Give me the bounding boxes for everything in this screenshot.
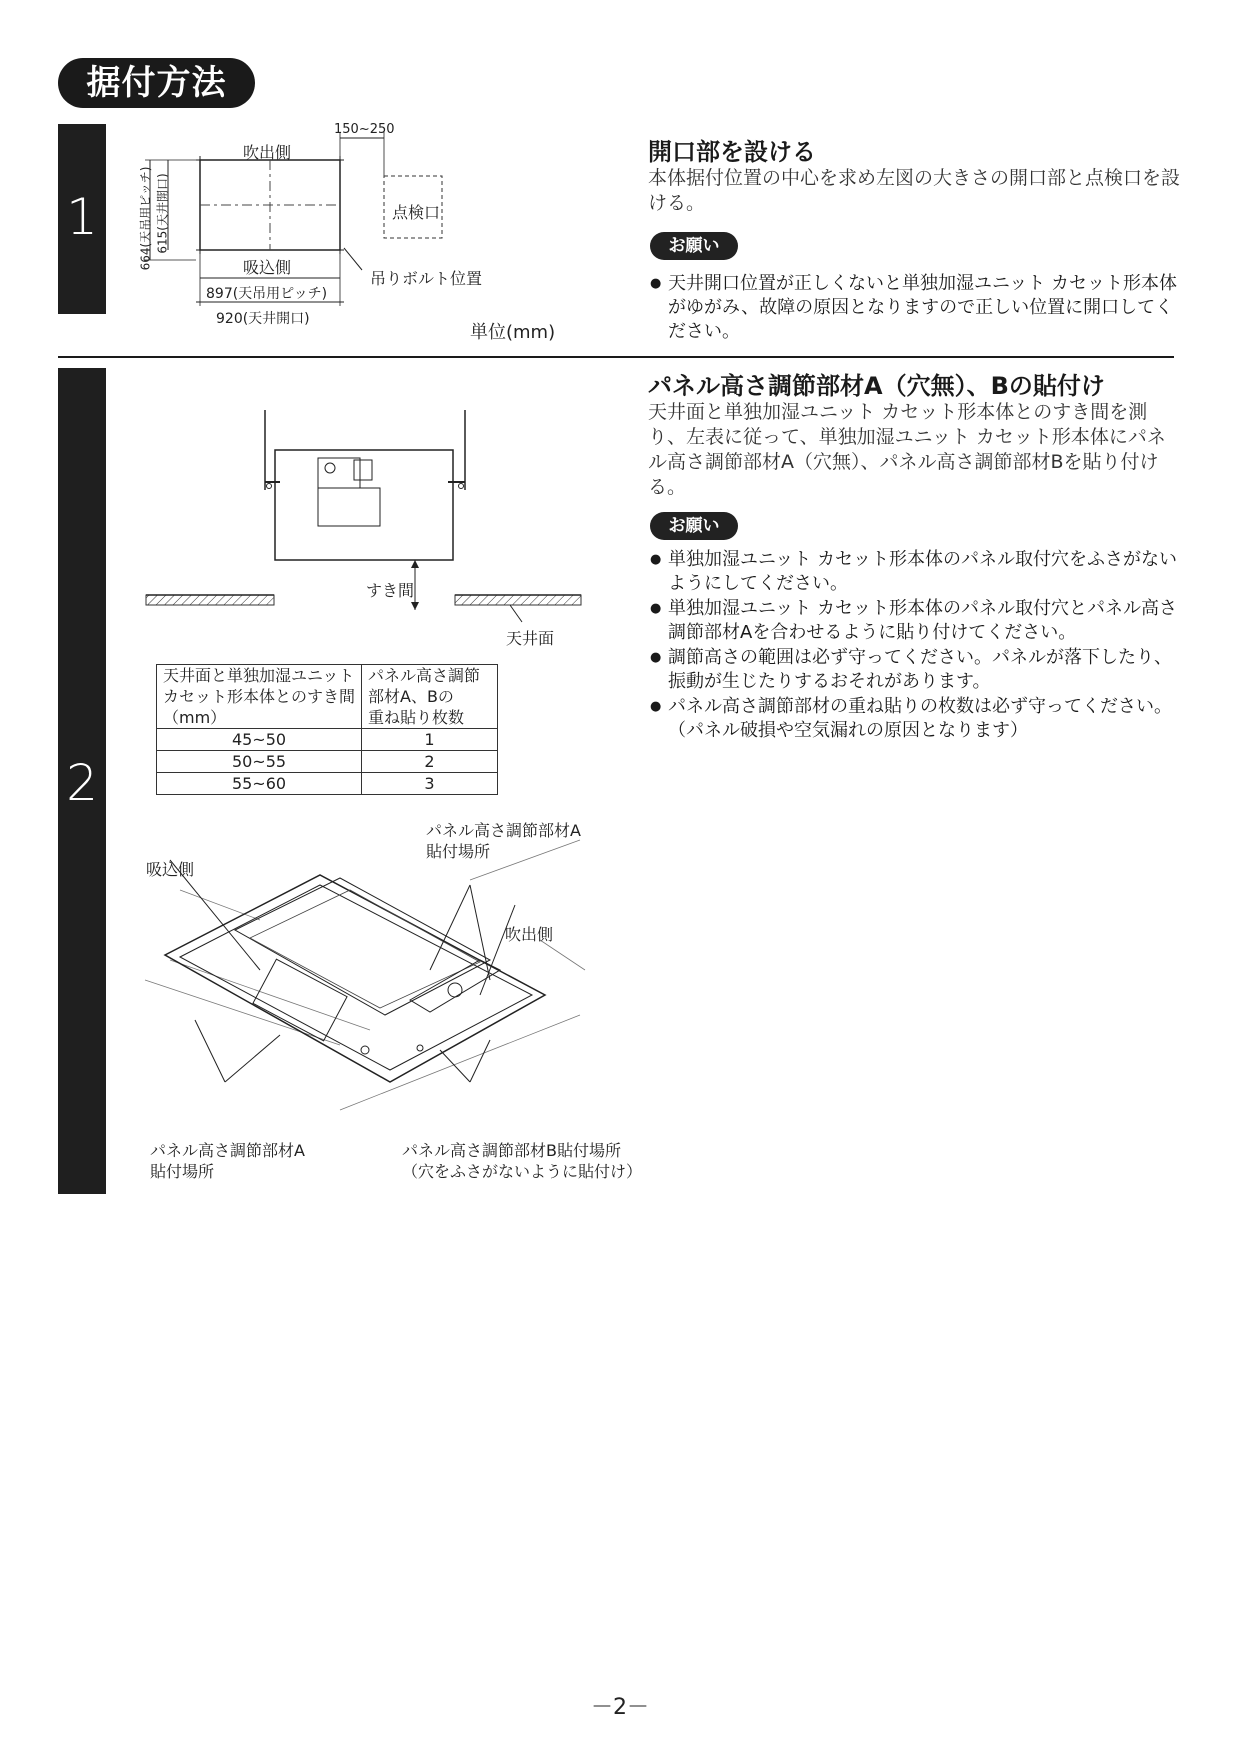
pitch-height-label: 664(天吊用ピッチ) — [138, 166, 153, 271]
table-cell: 1 — [362, 729, 498, 751]
table-cell: 45~50 — [157, 729, 362, 751]
step-1-paragraph: 本体据付位置の中心を求め左図の大きさの開口部と点検口を設ける。 — [648, 167, 1181, 214]
section-title: 据付方法 — [58, 58, 255, 108]
part-a-top-label: パネル高さ調節部材A 貼付場所 — [426, 821, 581, 861]
step-2-onegai-badge: お願い — [650, 512, 738, 540]
pitch-width-label: 897(天吊用ピッチ) — [206, 286, 328, 302]
step-1-note: ● 天井開口位置が正しくないと単独加湿ユニット カセット形本体がゆがみ、故障の原因となりますので正しい位置に開口してください。 — [650, 272, 1184, 344]
step-2-note: ● 調節高さの範囲は必ず守ってください。パネルが落下したり、振動が生じたりするおそれがあります。 — [650, 646, 1184, 694]
opening-width-label: 920(天井開口) — [216, 311, 310, 327]
table-cell: 3 — [362, 773, 498, 795]
table-cell: 55~60 — [157, 773, 362, 795]
iso-suction-label: 吸込側 — [146, 860, 195, 879]
step-2-heading: パネル高さ調節部材A（穴無）、Bの貼付け — [648, 372, 1105, 400]
step-1-number: 1 — [66, 188, 98, 246]
opening-height-label: 615(天井開口) — [155, 173, 170, 254]
step-2-note: ● 単独加湿ユニット カセット形本体のパネル取付穴とパネル高さ調節部材Aを合わせるように貼り付けてください。 — [650, 597, 1184, 645]
step-2-bar — [58, 368, 106, 1194]
page-number: －2－ — [591, 1695, 649, 1720]
outlet-side-label: 吹出側 — [243, 143, 292, 162]
offset-dimension-label: 150~250 — [334, 122, 395, 137]
step-2-number: 2 — [66, 754, 98, 812]
part-a-bottom-label: パネル高さ調節部材A 貼付場所 — [150, 1141, 305, 1181]
section-divider — [58, 356, 1174, 358]
step-1-onegai-badge: お願い — [650, 232, 738, 260]
step-2-note: ● 単独加湿ユニット カセット形本体のパネル取付穴をふさがないようにしてください。 — [650, 548, 1184, 596]
step-2-notes — [650, 548, 1184, 744]
iso-outlet-label: 吹出側 — [505, 925, 554, 944]
step-2-paragraph: 天井面と単独加湿ユニット カセット形本体とのすき間を測り、左表に従って、単独加湿ユニット カセット形本体にパネル高さ調節部材A（穴無）、パネル高さ調節部材Bを貼り付ける。 — [648, 401, 1166, 498]
unit-isometric-diagram — [140, 820, 600, 1120]
table-cell: 50~55 — [157, 751, 362, 773]
gap-table — [156, 664, 498, 795]
inspection-port-label: 点検口 — [392, 203, 441, 222]
step-1-notes — [650, 272, 1184, 345]
table-row — [157, 729, 498, 751]
ceiling-surface-label: 天井面 — [506, 629, 555, 648]
table-header-row — [157, 665, 498, 729]
table-row — [157, 751, 498, 773]
ceiling-opening-diagram — [130, 120, 590, 340]
part-b-label: パネル高さ調節部材B貼付場所 （穴をふさがないように貼付け） — [402, 1141, 643, 1181]
table-header-count: パネル高さ調節 部材A、Bの 重ね貼り枚数 — [362, 665, 498, 729]
table-cell: 2 — [362, 751, 498, 773]
suction-side-label: 吸込側 — [243, 258, 292, 277]
step-1-heading: 開口部を設ける — [648, 138, 816, 166]
step-1-bar — [58, 124, 106, 314]
step-2-note: ● パネル高さ調節部材の重ね貼りの枚数は必ず守ってください。（パネル破損や空気漏れの原因となります） — [650, 695, 1184, 743]
unit-label: 単位(mm) — [470, 322, 556, 343]
bolt-position-label: 吊りボルト位置 — [370, 269, 483, 288]
table-row — [157, 773, 498, 795]
table-header-gap: 天井面と単独加湿ユニット カセット形本体とのすき間 （mm） — [157, 665, 362, 729]
gap-label: すき間 — [366, 581, 415, 600]
